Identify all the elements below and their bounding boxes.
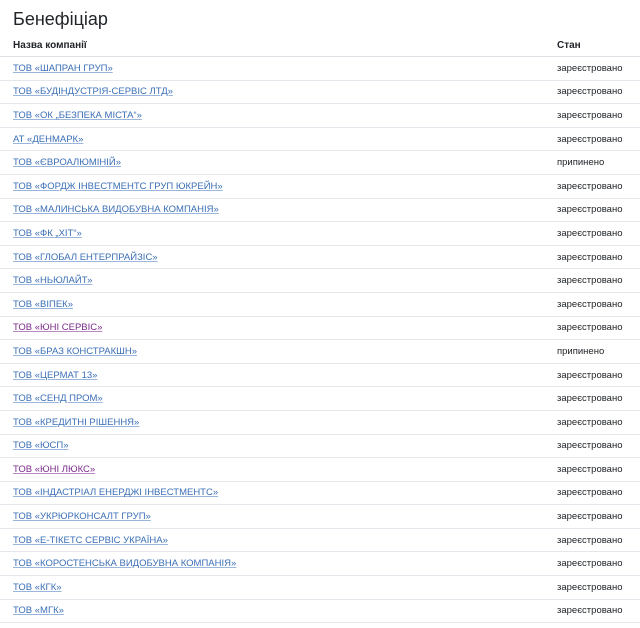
column-header-company: Назва компанії (0, 34, 546, 57)
table-header-row (0, 34, 640, 57)
state-cell: зареєстровано (546, 198, 640, 222)
company-cell (0, 198, 546, 222)
company-cell (0, 576, 546, 600)
state-cell: зареєстровано (546, 363, 640, 387)
state-cell: зареєстровано (546, 599, 640, 623)
state-cell: зареєстровано (546, 174, 640, 198)
state-cell: зареєстровано (546, 387, 640, 411)
table-row (0, 316, 640, 340)
company-link[interactable]: ТОВ «УКРЮРКОНСАЛТ ГРУП» (13, 511, 151, 523)
company-cell (0, 434, 546, 458)
table-row (0, 269, 640, 293)
company-link[interactable]: ТОВ «ФОРДЖ ІНВЕСТМЕНТС ГРУП ЮКРЕЙН» (13, 180, 223, 192)
company-cell (0, 80, 546, 104)
state-cell: зареєстровано (546, 434, 640, 458)
company-link[interactable]: ТОВ «ЄВРОАЛЮМІНІЙ» (13, 157, 122, 169)
state-cell: зареєстровано (546, 316, 640, 340)
table-row (0, 505, 640, 529)
company-link[interactable]: ТОВ «БРАЗ КОНСТРАКШН» (13, 345, 138, 357)
state-cell: зареєстровано (546, 410, 640, 434)
state-cell: зареєстровано (546, 458, 640, 482)
table-row (0, 458, 640, 482)
table-row (0, 151, 640, 175)
company-link[interactable]: ТОВ «БУДІНДУСТРІЯ-СЕРВІС ЛТД» (13, 86, 173, 98)
company-link[interactable]: ТОВ «ГЛОБАЛ ЕНТЕРПРАЙЗІС» (13, 251, 158, 263)
company-cell (0, 505, 546, 529)
company-link[interactable]: ТОВ «ОК „БЕЗПЕКА МІСТА“» (13, 109, 142, 121)
table-row (0, 363, 640, 387)
company-cell (0, 292, 546, 316)
company-link[interactable]: ТОВ «КРЕДИТНІ РІШЕННЯ» (13, 416, 140, 428)
company-link[interactable]: ТОВ «ВІПЕК» (13, 298, 73, 310)
table-row (0, 481, 640, 505)
company-cell (0, 127, 546, 151)
page-title: Бенефіціар (13, 9, 108, 29)
table-row (0, 340, 640, 364)
company-link[interactable]: ТОВ «ЦЕРМАТ 13» (13, 369, 98, 381)
state-cell: зареєстровано (546, 80, 640, 104)
state-cell: зареєстровано (546, 245, 640, 269)
company-link[interactable]: ТОВ «КОРОСТЕНСЬКА ВИДОБУВНА КОМПАНІЯ» (13, 558, 237, 570)
company-cell (0, 269, 546, 293)
table-row (0, 245, 640, 269)
company-cell (0, 410, 546, 434)
table-row (0, 528, 640, 552)
table-row (0, 174, 640, 198)
company-link[interactable]: ТОВ «МАЛИНСЬКА ВИДОБУВНА КОМПАНІЯ» (13, 204, 219, 216)
table-row (0, 127, 640, 151)
company-link[interactable]: ТОВ «МГК» (13, 605, 64, 617)
state-cell: зареєстровано (546, 222, 640, 246)
state-cell: зареєстровано (546, 528, 640, 552)
table-row (0, 576, 640, 600)
company-cell (0, 104, 546, 128)
company-link[interactable]: ТОВ «НЬЮЛАЙТ» (13, 275, 93, 287)
state-cell: зареєстровано (546, 505, 640, 529)
company-link[interactable]: ТОВ «ЮНІ СЕРВІС» (13, 322, 103, 334)
company-cell (0, 552, 546, 576)
table-row (0, 552, 640, 576)
state-cell: зареєстровано (546, 127, 640, 151)
state-cell: припинено (546, 151, 640, 175)
table-row (0, 434, 640, 458)
table-row (0, 599, 640, 623)
company-link[interactable]: ТОВ «Е-ТІКЕТС СЕРВІС УКРАЇНА» (13, 534, 168, 546)
state-cell: зареєстровано (546, 552, 640, 576)
company-cell (0, 458, 546, 482)
company-link[interactable]: ТОВ «КГК» (13, 581, 62, 593)
company-cell (0, 363, 546, 387)
company-link[interactable]: ТОВ «ШАПРАН ГРУП» (13, 62, 113, 74)
state-cell: зареєстровано (546, 57, 640, 81)
table-row (0, 80, 640, 104)
company-link[interactable]: ТОВ «ЮНІ ЛЮКС» (13, 463, 96, 475)
company-link[interactable]: ТОВ «ІНДАСТРІАЛ ЕНЕРДЖІ ІНВЕСТМЕНТС» (13, 487, 219, 499)
beneficiary-table (0, 34, 640, 623)
company-cell (0, 316, 546, 340)
column-header-state: Стан (546, 34, 640, 57)
company-cell (0, 151, 546, 175)
company-cell (0, 599, 546, 623)
company-cell (0, 174, 546, 198)
state-cell: зареєстровано (546, 576, 640, 600)
company-cell (0, 528, 546, 552)
company-cell (0, 57, 546, 81)
state-cell: зареєстровано (546, 269, 640, 293)
table-body (0, 57, 640, 623)
company-cell (0, 222, 546, 246)
table-row (0, 387, 640, 411)
state-cell: зареєстровано (546, 292, 640, 316)
company-link[interactable]: ТОВ «ФК „ХІТ“» (13, 227, 82, 239)
table-row (0, 410, 640, 434)
table-row (0, 222, 640, 246)
company-cell (0, 245, 546, 269)
table-row (0, 292, 640, 316)
table-row (0, 104, 640, 128)
company-link[interactable]: ТОВ «ЮСП» (13, 440, 69, 452)
state-cell: зареєстровано (546, 481, 640, 505)
table-row (0, 198, 640, 222)
company-link[interactable]: ТОВ «СЕНД ПРОМ» (13, 393, 103, 405)
company-cell (0, 340, 546, 364)
company-link[interactable]: АТ «ДЕНМАРК» (13, 133, 84, 145)
table-row (0, 57, 640, 81)
company-cell (0, 387, 546, 411)
state-cell: зареєстровано (546, 104, 640, 128)
state-cell: припинено (546, 340, 640, 364)
company-cell (0, 481, 546, 505)
